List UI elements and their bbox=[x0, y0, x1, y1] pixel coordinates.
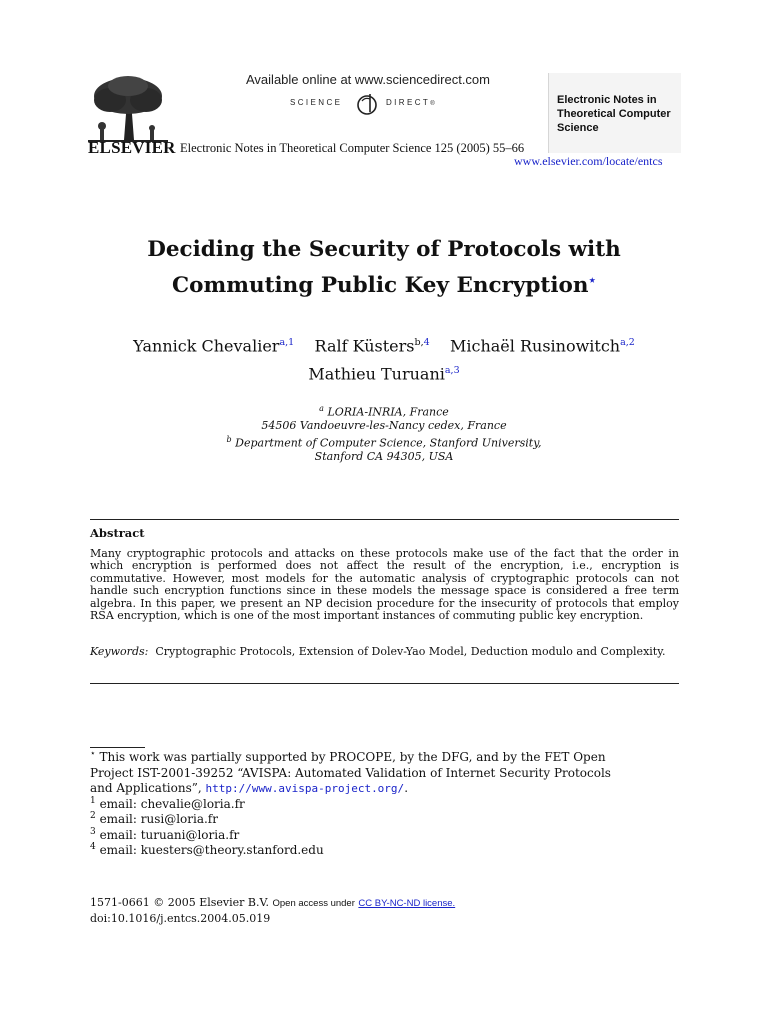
author-sup[interactable]: a,1 bbox=[279, 337, 295, 348]
author-sup[interactable]: a,2 bbox=[620, 337, 635, 348]
footnotes: ⋆ This work was partially supported by PROCOPE, by the DFG, and by the FET Open Project IST-2001-39252 “AVISPA: Automated Validation of Internet Security Protocols and Applications”, http://www.avispa-project.org/. $^1$ email: chevalie@loria.fr $^2$ email: rusi@loria.fr $^3$ email: turuani@loria.fr $^4$ email: kuesters@theory.stanford.edu bbox=[90, 750, 679, 859]
author-list bbox=[0, 330, 768, 387]
affiliation-b: $^b$ Department of Computer Science, Stanford University, Stanford CA 94305, USA bbox=[226, 435, 542, 463]
available-online-text: Available online at www.sciencedirect.com bbox=[246, 72, 490, 87]
abstract-top-rule bbox=[90, 519, 679, 520]
abstract-heading: Abstract bbox=[90, 526, 145, 540]
journal-box bbox=[548, 73, 681, 153]
sciencedirect-d-icon bbox=[352, 92, 382, 116]
abstract-text: Many cryptographic protocols and attacks on these protocols make use of the fact that the order in which encryption is performed does not affect the result of the encryption, i.e., encryption is commutative. However, most models for the automatic analysis of cryptographic protocols can not handle such encryption functions since in these models the message space is considered a free term algebra. In this paper, we present an NP decision procedure for the insecurity of protocols that employ RSA encryption, which is one of the most important instances of commuting public key encryption. bbox=[90, 547, 679, 623]
author-name: Michaël Rusinowitch bbox=[449, 336, 621, 356]
abstract-bottom-rule bbox=[90, 683, 679, 684]
doi-text: doi:10.1016/j.entcs.2004.05.019 bbox=[90, 912, 271, 925]
keywords bbox=[90, 646, 679, 659]
sciencedirect-science-text: SCIENCE bbox=[290, 98, 343, 107]
issn-copyright: 1571-0661 © 2005 Elsevier B.V. bbox=[90, 896, 269, 909]
affiliation-a: $^a$ LORIA-INRIA, France 54506 Vandoeuvre-les-Nancy cedex, France bbox=[261, 404, 507, 432]
journal-url-link[interactable]: www.elsevier.com/locate/entcs bbox=[514, 154, 663, 168]
sciencedirect-direct-text: DIRECT® bbox=[386, 98, 435, 107]
elsevier-wordmark: ELSEVIER bbox=[88, 138, 176, 157]
footnote-funding: ⋆ This work was partially supported by PROCOPE, by the DFG, and by the FET Open bbox=[90, 749, 606, 764]
publication-info bbox=[90, 895, 455, 926]
author-name: Mathieu Turuani bbox=[308, 364, 445, 384]
footnote-email: $^3$ email: turuani@loria.fr bbox=[90, 826, 240, 842]
journal-citation: Electronic Notes in Theoretical Computer Science 125 (2005) 55–66 bbox=[180, 141, 525, 155]
author-sup: b,4 bbox=[414, 337, 430, 348]
elsevier-tree-icon bbox=[88, 74, 168, 144]
footnote-email: $^2$ email: rusi@loria.fr bbox=[90, 811, 218, 826]
open-access-text: Open access under bbox=[272, 898, 355, 909]
elsevier-logo bbox=[88, 74, 176, 158]
paper-title: Deciding the Security of Protocols with Commuting Public Key Encryption⋆ bbox=[147, 237, 621, 299]
author-name: Ralf Küsters bbox=[314, 336, 415, 356]
keywords-text: Cryptographic Protocols, Extension of Dolev-Yao Model, Deduction modulo and Complexity. bbox=[155, 645, 666, 658]
author-sup[interactable]: a,3 bbox=[444, 365, 460, 377]
footnote-email: $^4$ email: kuesters@theory.stanford.edu bbox=[90, 842, 324, 857]
journal-box-title: Electronic Notes in Theoretical Computer Science bbox=[557, 94, 671, 134]
footnote-rule bbox=[90, 747, 145, 748]
avispa-link[interactable]: http://www.avispa-project.org/ bbox=[205, 782, 405, 795]
keywords-label: Keywords: bbox=[90, 645, 149, 658]
footnote-email: $^1$ email: chevalie@loria.fr bbox=[90, 795, 245, 811]
author-name: Yannick Chevalier bbox=[133, 336, 280, 356]
title-footnote-mark[interactable]: ⋆ bbox=[588, 273, 596, 287]
sciencedirect-logo bbox=[290, 92, 450, 116]
license-link[interactable]: CC BY-NC-ND license. bbox=[358, 898, 456, 909]
